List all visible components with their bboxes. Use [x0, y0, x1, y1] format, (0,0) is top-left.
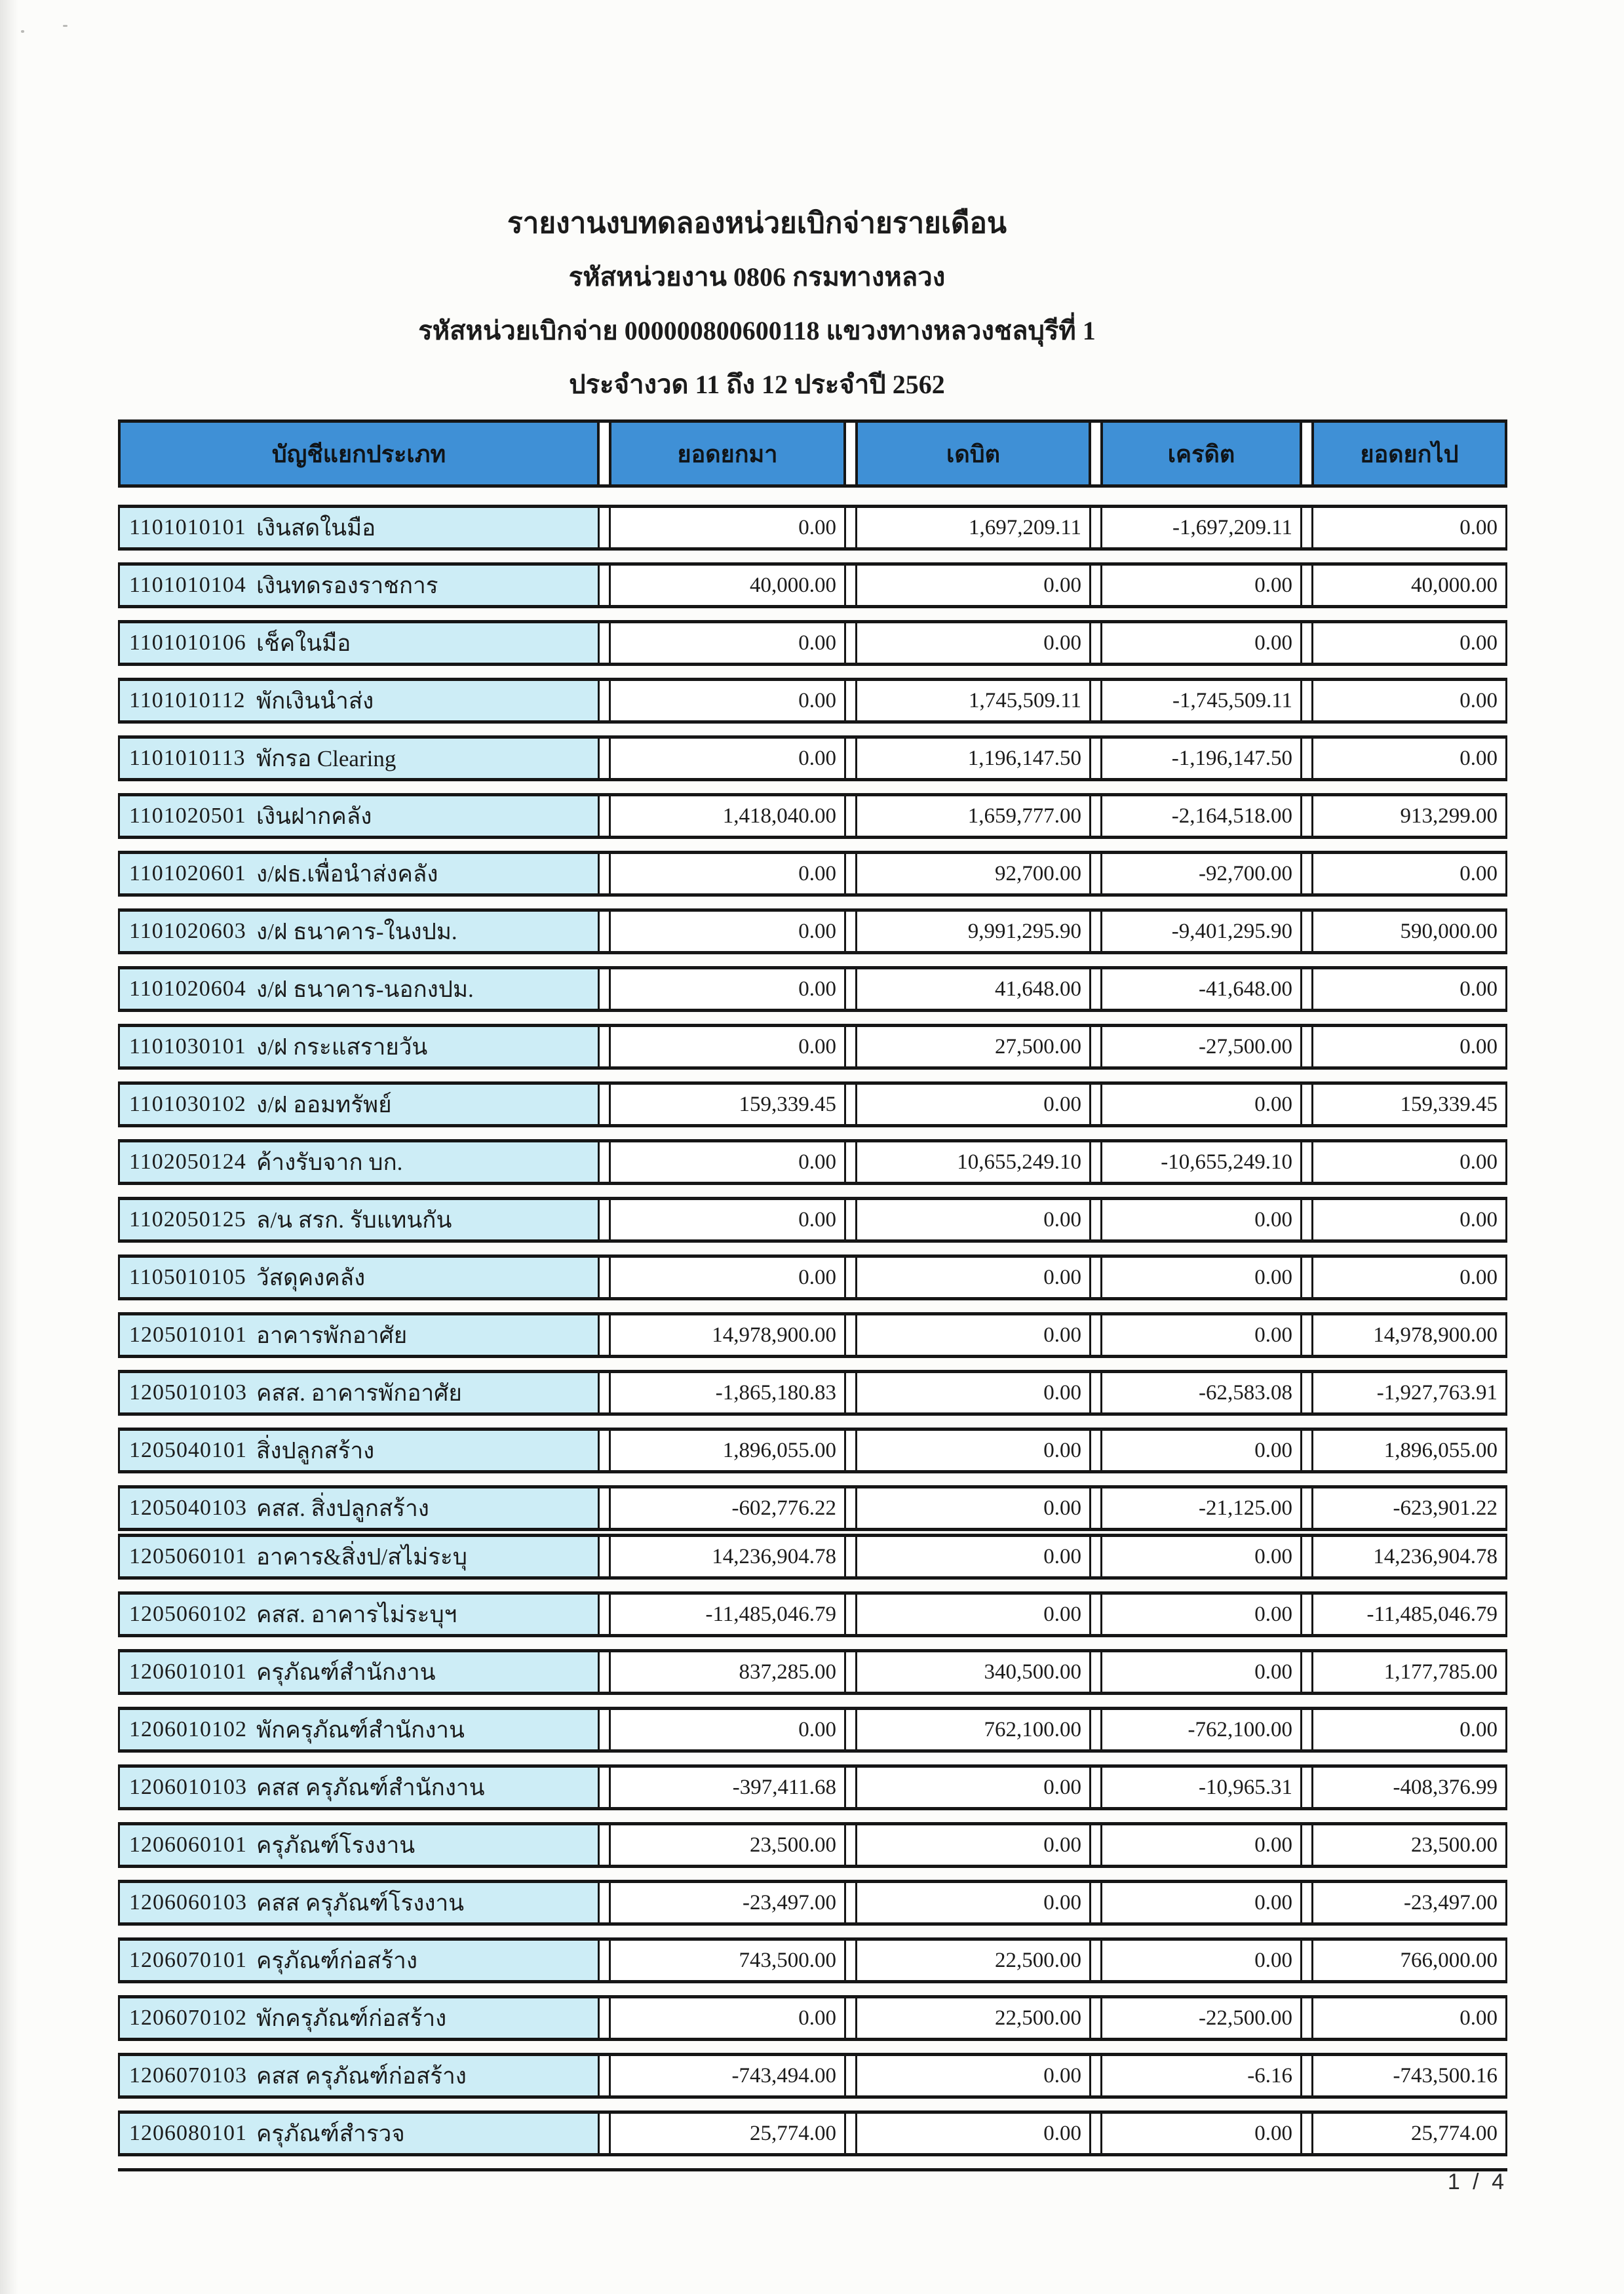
carried-forward-cell: 0.00	[1311, 739, 1507, 778]
table-row	[118, 1024, 1507, 1070]
account-cell	[118, 1710, 600, 1749]
debit-cell: 27,500.00	[855, 1027, 1091, 1066]
carried-forward-cell: 0.00	[1311, 508, 1507, 547]
account-code: 1101010101	[129, 515, 246, 539]
account-cell	[118, 1537, 600, 1576]
carried-forward-cell: 0.00	[1311, 1710, 1507, 1749]
carried-forward-cell: -11,485,046.79	[1311, 1595, 1507, 1634]
debit-cell: 1,697,209.11	[855, 508, 1091, 547]
debit-cell: 0.00	[855, 2114, 1091, 2153]
credit-cell: -92,700.00	[1100, 854, 1302, 893]
table-row	[118, 793, 1507, 839]
account-cell	[118, 1085, 600, 1124]
credit-cell: 0.00	[1100, 1431, 1302, 1470]
debit-cell: 0.00	[855, 1768, 1091, 1807]
account-code: 1206080101	[129, 2121, 247, 2145]
account-cell	[118, 1652, 600, 1692]
account-code: 1101030101	[129, 1034, 246, 1059]
account-name: คสส. อาคารพักอาศัย	[256, 1380, 462, 1406]
credit-cell: 0.00	[1100, 1537, 1302, 1576]
account-code: 1101020604	[129, 977, 246, 1001]
carried-forward-cell: -743,500.16	[1311, 2056, 1507, 2095]
carried-forward-cell: 913,299.00	[1311, 796, 1507, 836]
account-code: 1102050124	[129, 1150, 246, 1174]
credit-cell: 0.00	[1100, 623, 1302, 663]
carried-forward-cell: 0.00	[1311, 1142, 1507, 1182]
account-code: 1101020601	[129, 861, 246, 885]
account-name: คสส. อาคารไม่ระบุฯ	[256, 1601, 457, 1627]
debit-cell: 0.00	[855, 1085, 1091, 1124]
brought-forward-cell: 837,285.00	[609, 1652, 846, 1692]
table-row	[118, 2110, 1507, 2156]
brought-forward-cell: 0.00	[609, 854, 846, 893]
table-bottom-rule	[118, 2168, 1507, 2171]
brought-forward-cell: 0.00	[609, 681, 846, 720]
table-row	[118, 1880, 1507, 1926]
account-name: ล/น สรก. รับแทนกัน	[256, 1207, 452, 1233]
account-name: อาคารพักอาศัย	[256, 1322, 408, 1348]
brought-forward-cell: 0.00	[609, 969, 846, 1009]
header-cell-credit	[1100, 423, 1302, 484]
brought-forward-cell: 743,500.00	[609, 1941, 846, 1980]
carried-forward-cell: 766,000.00	[1311, 1941, 1507, 1980]
table-row	[118, 505, 1507, 551]
debit-cell: 0.00	[855, 1315, 1091, 1355]
header-label-account: บัญชีแยกประเภท	[271, 440, 446, 467]
agency-code-line: รหัสหน่วยงาน 0806 กรมทางหลวง	[568, 262, 946, 292]
carried-forward-cell: 0.00	[1311, 854, 1507, 893]
account-name: เช็คในมือ	[256, 630, 351, 656]
account-code: 1101010112	[129, 688, 246, 712]
account-cell	[118, 623, 600, 663]
account-name: ครุภัณฑ์สำนักงาน	[256, 1659, 436, 1685]
account-cell	[118, 912, 600, 951]
table-row	[118, 1995, 1507, 2041]
credit-cell: -6.16	[1100, 2056, 1302, 2095]
account-name: คสส. สิ่งปลูกสร้าง	[256, 1495, 429, 1521]
debit-cell: 0.00	[855, 1200, 1091, 1239]
account-cell	[118, 1595, 600, 1634]
account-code: 1205010103	[129, 1380, 247, 1405]
debit-cell: 9,991,295.90	[855, 912, 1091, 951]
credit-cell: -762,100.00	[1100, 1710, 1302, 1749]
table-row	[118, 1534, 1507, 1580]
credit-cell: -27,500.00	[1100, 1027, 1302, 1066]
debit-cell: 0.00	[855, 1883, 1091, 1922]
account-cell	[118, 854, 600, 893]
account-cell	[118, 2114, 600, 2153]
credit-cell: 0.00	[1100, 1883, 1302, 1922]
credit-cell: -10,655,249.10	[1100, 1142, 1302, 1182]
table-row	[118, 908, 1507, 954]
header-cell-debit	[855, 423, 1091, 484]
brought-forward-cell: 0.00	[609, 508, 846, 547]
carried-forward-cell: -408,376.99	[1311, 1768, 1507, 1807]
table-row	[118, 2053, 1507, 2099]
credit-cell: 0.00	[1100, 1315, 1302, 1355]
account-cell	[118, 796, 600, 836]
account-cell	[118, 566, 600, 605]
debit-cell: 0.00	[855, 1595, 1091, 1634]
account-cell	[118, 1883, 600, 1922]
header-cell-account	[118, 423, 600, 484]
carried-forward-cell: 14,236,904.78	[1311, 1537, 1507, 1576]
account-code: 1205040103	[129, 1496, 247, 1520]
account-code: 1101010106	[129, 631, 246, 655]
account-cell	[118, 739, 600, 778]
credit-cell: 0.00	[1100, 1941, 1302, 1980]
carried-forward-cell: 0.00	[1311, 969, 1507, 1009]
header-cell-brought-forward	[609, 423, 846, 484]
credit-cell: 0.00	[1100, 1825, 1302, 1865]
carried-forward-cell: 1,177,785.00	[1311, 1652, 1507, 1692]
brought-forward-cell: 0.00	[609, 623, 846, 663]
brought-forward-cell: 1,418,040.00	[609, 796, 846, 836]
credit-cell: -2,164,518.00	[1100, 796, 1302, 836]
account-cell	[118, 508, 600, 547]
account-code: 1101030102	[129, 1092, 246, 1116]
header-cell-carried-forward	[1311, 423, 1507, 484]
brought-forward-cell: 0.00	[609, 1027, 846, 1066]
brought-forward-cell: 1,896,055.00	[609, 1431, 846, 1470]
account-name: วัสดุคงคลัง	[256, 1264, 366, 1291]
account-code: 1205060101	[129, 1544, 247, 1568]
debit-cell: 92,700.00	[855, 854, 1091, 893]
debit-cell: 0.00	[855, 623, 1091, 663]
account-cell	[118, 1488, 600, 1528]
brought-forward-cell: -1,865,180.83	[609, 1373, 846, 1412]
account-code: 1206070102	[129, 2006, 247, 2030]
debit-cell: 22,500.00	[855, 1941, 1091, 1980]
debit-cell: 0.00	[855, 1825, 1091, 1865]
account-code: 1101010113	[129, 746, 246, 770]
account-code: 1101020603	[129, 919, 246, 943]
account-cell	[118, 1431, 600, 1470]
table-row	[118, 966, 1507, 1012]
account-name: พักครุภัณฑ์สำนักงาน	[256, 1717, 465, 1743]
carried-forward-cell: 590,000.00	[1311, 912, 1507, 951]
carried-forward-cell: 0.00	[1311, 681, 1507, 720]
credit-cell: -1,697,209.11	[1100, 508, 1302, 547]
table-row	[118, 1649, 1507, 1695]
brought-forward-cell: 0.00	[609, 739, 846, 778]
debit-cell: 0.00	[855, 1488, 1091, 1528]
credit-cell: 0.00	[1100, 1200, 1302, 1239]
account-name: พักเงินนำส่ง	[256, 688, 374, 714]
table-row	[118, 562, 1507, 608]
debit-cell: 0.00	[855, 1537, 1091, 1576]
table-row	[118, 1591, 1507, 1637]
debit-cell: 0.00	[855, 1373, 1091, 1412]
account-name: ง/ฝ ออมทรัพย์	[256, 1091, 392, 1118]
account-code: 1206070103	[129, 2063, 247, 2088]
account-code: 1206010103	[129, 1775, 247, 1799]
brought-forward-cell: 0.00	[609, 912, 846, 951]
scan-speck	[21, 30, 24, 33]
table-row	[118, 735, 1507, 781]
carried-forward-cell: 0.00	[1311, 1258, 1507, 1297]
brought-forward-cell: -23,497.00	[609, 1883, 846, 1922]
brought-forward-cell: 0.00	[609, 1200, 846, 1239]
account-name: เงินฝากคลัง	[256, 803, 372, 829]
account-code: 1102050125	[129, 1207, 246, 1232]
debit-cell: 0.00	[855, 566, 1091, 605]
table-row	[118, 1485, 1507, 1531]
credit-cell: -22,500.00	[1100, 1998, 1302, 2038]
brought-forward-cell: 14,978,900.00	[609, 1315, 846, 1355]
scan-speck	[63, 25, 68, 27]
credit-cell: -10,965.31	[1100, 1768, 1302, 1807]
account-name: ง/ฝ ธนาคาร-ในงปม.	[256, 918, 457, 944]
account-name: ง/ฝ กระแสรายวัน	[256, 1034, 428, 1060]
page-number: 1 / 4	[1447, 2169, 1507, 2194]
account-name: พักครุภัณฑ์ก่อสร้าง	[256, 2005, 447, 2031]
brought-forward-cell: 0.00	[609, 1998, 846, 2038]
debit-cell: 340,500.00	[855, 1652, 1091, 1692]
account-name: ครุภัณฑ์สำรวจ	[256, 2120, 405, 2147]
table-row	[118, 1197, 1507, 1243]
table-row	[118, 1822, 1507, 1868]
table-row	[118, 1707, 1507, 1753]
table-row	[118, 1428, 1507, 1473]
credit-cell: 0.00	[1100, 2114, 1302, 2153]
account-cell	[118, 1373, 600, 1412]
account-code: 1206060103	[129, 1890, 247, 1915]
debit-cell: 1,659,777.00	[855, 796, 1091, 836]
carried-forward-cell: 0.00	[1311, 1998, 1507, 2038]
account-code: 1101010104	[129, 573, 246, 597]
brought-forward-cell: -397,411.68	[609, 1768, 846, 1807]
credit-cell: -9,401,295.90	[1100, 912, 1302, 951]
brought-forward-cell: 23,500.00	[609, 1825, 846, 1865]
account-code: 1205060102	[129, 1602, 247, 1626]
account-cell	[118, 1941, 600, 1980]
credit-cell: 0.00	[1100, 566, 1302, 605]
account-name: ง/ฝ ธนาคาร-นอกงปม.	[256, 976, 474, 1002]
account-cell	[118, 1998, 600, 2038]
brought-forward-cell: 25,774.00	[609, 2114, 846, 2153]
carried-forward-cell: 23,500.00	[1311, 1825, 1507, 1865]
account-code: 1206060101	[129, 1833, 247, 1857]
carried-forward-cell: 14,978,900.00	[1311, 1315, 1507, 1355]
credit-cell: 0.00	[1100, 1085, 1302, 1124]
credit-cell: -62,583.08	[1100, 1373, 1302, 1412]
table-row	[118, 1370, 1507, 1416]
account-code: 1206070101	[129, 1948, 247, 1972]
credit-cell: 0.00	[1100, 1652, 1302, 1692]
carried-forward-cell: 159,339.45	[1311, 1085, 1507, 1124]
brought-forward-cell: 0.00	[609, 1710, 846, 1749]
debit-cell: 10,655,249.10	[855, 1142, 1091, 1182]
table-row	[118, 1764, 1507, 1810]
debit-cell: 0.00	[855, 1431, 1091, 1470]
brought-forward-cell: -602,776.22	[609, 1488, 846, 1528]
header-label-credit: เครดิต	[1167, 440, 1235, 467]
account-cell	[118, 1027, 600, 1066]
account-cell	[118, 2056, 600, 2095]
credit-cell: -1,196,147.50	[1100, 739, 1302, 778]
brought-forward-cell: 14,236,904.78	[609, 1537, 846, 1576]
account-name: ครุภัณฑ์ก่อสร้าง	[256, 1947, 417, 1973]
debit-cell: 1,196,147.50	[855, 739, 1091, 778]
debit-cell: 0.00	[855, 2056, 1091, 2095]
brought-forward-cell: -743,494.00	[609, 2056, 846, 2095]
account-cell	[118, 1142, 600, 1182]
table-row	[118, 1312, 1507, 1358]
table-row	[118, 1081, 1507, 1127]
account-name: ค้างรับจาก บก.	[256, 1149, 403, 1175]
trial-balance-table	[118, 419, 1507, 2171]
account-cell	[118, 1258, 600, 1297]
account-code: 1205040101	[129, 1438, 247, 1462]
brought-forward-cell: 0.00	[609, 1258, 846, 1297]
account-name: เงินสดในมือ	[256, 515, 376, 541]
carried-forward-cell: -1,927,763.91	[1311, 1373, 1507, 1412]
header-label-brought-forward: ยอดยกมา	[677, 440, 778, 467]
account-cell	[118, 1315, 600, 1355]
account-cell	[118, 681, 600, 720]
account-name: ครุภัณฑ์โรงงาน	[256, 1832, 416, 1858]
account-name: พักรอ Clearing	[256, 745, 396, 771]
debit-cell: 41,648.00	[855, 969, 1091, 1009]
table-row	[118, 1937, 1507, 1983]
credit-cell: -41,648.00	[1100, 969, 1302, 1009]
account-cell	[118, 969, 600, 1009]
carried-forward-cell: 25,774.00	[1311, 2114, 1507, 2153]
debit-cell: 762,100.00	[855, 1710, 1091, 1749]
credit-cell: -1,745,509.11	[1100, 681, 1302, 720]
account-name: คสส ครุภัณฑ์โรงงาน	[256, 1890, 465, 1916]
header-label-debit: เดบิต	[946, 440, 1000, 467]
carried-forward-cell: -23,497.00	[1311, 1883, 1507, 1922]
debit-cell: 1,745,509.11	[855, 681, 1091, 720]
table-row	[118, 1254, 1507, 1300]
brought-forward-cell: 159,339.45	[609, 1085, 846, 1124]
account-cell	[118, 1200, 600, 1239]
debit-cell: 22,500.00	[855, 1998, 1091, 2038]
account-name: สิ่งปลูกสร้าง	[256, 1437, 375, 1464]
carried-forward-cell: 0.00	[1311, 623, 1507, 663]
debit-cell: 0.00	[855, 1258, 1091, 1297]
account-code: 1205010101	[129, 1323, 247, 1347]
report-title: รายงานงบทดลองหน่วยเบิกจ่ายรายเดือน	[507, 207, 1007, 239]
account-code: 1206010101	[129, 1660, 247, 1684]
table-row	[118, 678, 1507, 724]
table-row	[118, 620, 1507, 666]
account-cell	[118, 1768, 600, 1807]
account-code: 1101020501	[129, 804, 246, 828]
account-name: คสส ครุภัณฑ์สำนักงาน	[256, 1774, 485, 1800]
credit-cell: -21,125.00	[1100, 1488, 1302, 1528]
brought-forward-cell: 0.00	[609, 1142, 846, 1182]
table-row	[118, 851, 1507, 897]
credit-cell: 0.00	[1100, 1595, 1302, 1634]
carried-forward-cell: 40,000.00	[1311, 566, 1507, 605]
account-code: 1105010105	[129, 1265, 246, 1289]
carried-forward-cell: 0.00	[1311, 1027, 1507, 1066]
carried-forward-cell: 1,896,055.00	[1311, 1431, 1507, 1470]
brought-forward-cell: 40,000.00	[609, 566, 846, 605]
header-label-carried-forward: ยอดยกไป	[1360, 440, 1459, 467]
period-line: ประจำงวด 11 ถึง 12 ประจำปี 2562	[569, 370, 945, 399]
account-name: เงินทดรองราชการ	[256, 572, 438, 598]
table-header-row	[118, 419, 1507, 488]
brought-forward-cell: -11,485,046.79	[609, 1595, 846, 1634]
disbursement-unit-line: รหัสหน่วยเบิกจ่าย 000000800600118 แขวงทางหลวงชลบุรีที่ 1	[418, 316, 1096, 345]
account-cell	[118, 1825, 600, 1865]
account-name: ง/ฝธ.เพื่อนำส่งคลัง	[256, 861, 438, 887]
account-code: 1206010102	[129, 1717, 247, 1741]
table-body	[118, 505, 1507, 2156]
table-row	[118, 1139, 1507, 1185]
report-title-block	[0, 197, 1514, 412]
carried-forward-cell: -623,901.22	[1311, 1488, 1507, 1528]
carried-forward-cell: 0.00	[1311, 1200, 1507, 1239]
account-name: คสส ครุภัณฑ์ก่อสร้าง	[256, 2063, 467, 2089]
credit-cell: 0.00	[1100, 1258, 1302, 1297]
account-name: อาคาร&สิ่งป/สไม่ระบุ	[256, 1544, 468, 1570]
